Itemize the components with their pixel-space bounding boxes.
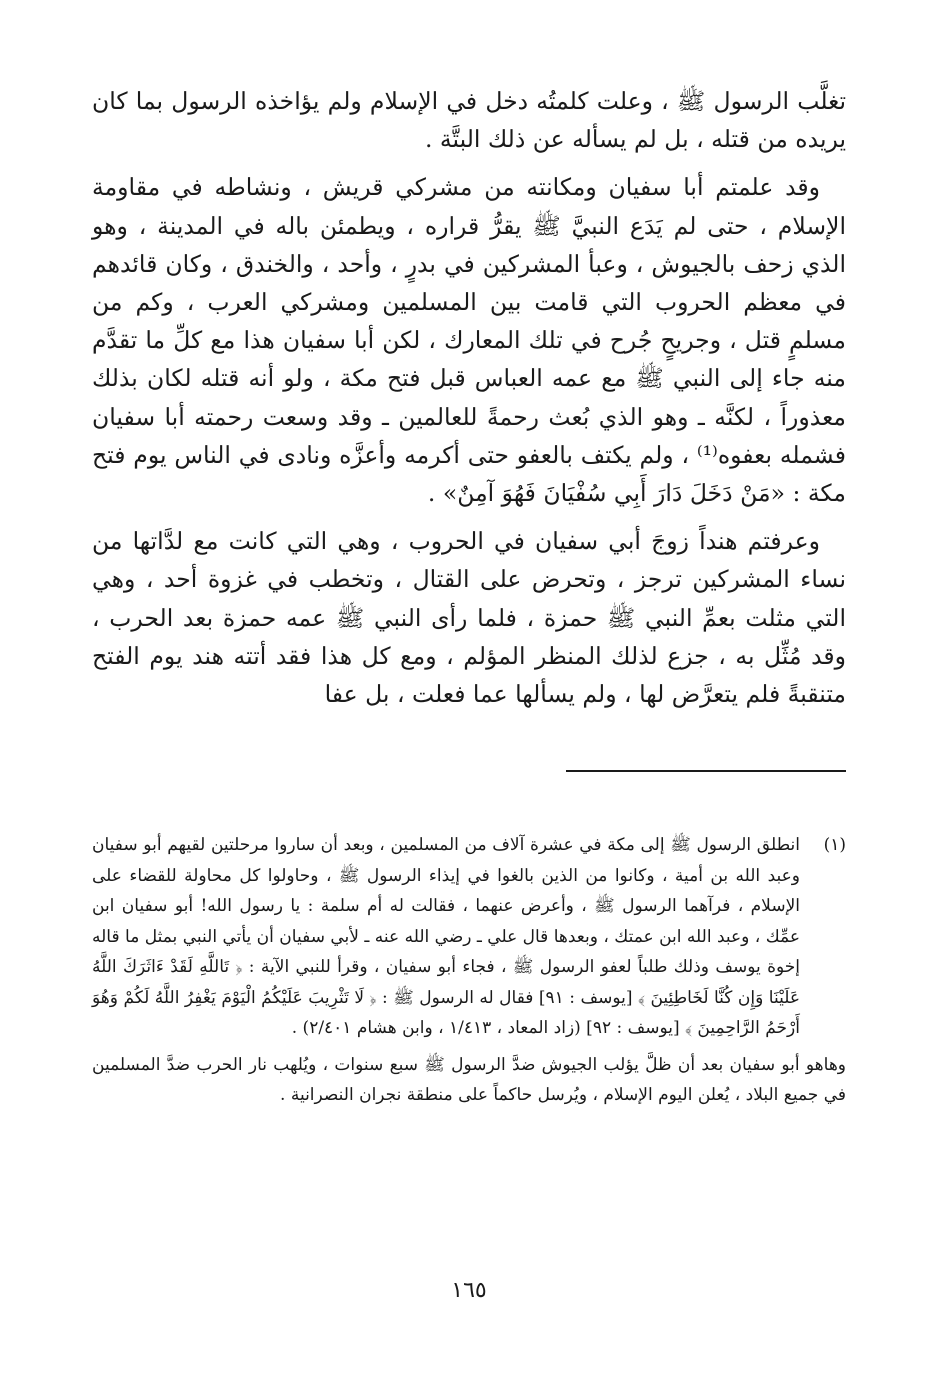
footnotes: [92, 830, 846, 1111]
paragraph-1: تغلَّب الرسول ﷺ ، وعلت كلمتُه دخل في الإسلام ولم يؤاخذه الرسول بما كان يريده من قتله ، بل لم يسأله عن ذلك البتَّة .: [92, 87, 846, 154]
page-number: ١٦٥: [451, 1278, 487, 1303]
footnote-continuation: وهاهو أبو سفيان بعد أن ظلَّ يؤلب الجيوش ضدَّ الرسول ﷺ سبع سنوات ، ويُلهب نار الحرب ضدَّ المسلمين في جميع البلاد ، يُعلن اليوم الإسلام ، ويُرسل حاكماً على منطقة نجران النصرانية .: [92, 1054, 846, 1105]
footnote-text: انطلق الرسول ﷺ إلى مكة في عشرة آلاف من المسلمين ، وبعد أن ساروا مرحلتين لقيهم أبو سفيان وعبد الله بن أمية ، وكانوا من الذين بالغوا في إيذاء الرسول ﷺ ، وحاولوا كل محاولة للقضاء على الإسلام ، فرآهما الرسول ﷺ ، وأعرض عنهما ، فقالت له أم سلمة : يا رسول الله! أبو سفيان ابن عمِّك ، وعبد الله ابن عمتك ، وبعدها قال علي ـ رضي الله عنه ـ لأبي سفيان أن يأتي النبي بمثل ما قاله إخوة يوسف وذلك طلباً لعفو الرسول ﷺ ، فجاء أبو سفيان ، وقرأ للنبي الآية : ﴿ تَاللَّهِ لَقَدْ ءَاثَرَكَ اللَّهُ عَلَيْنَا وَإِن كُنَّا لَخَاطِئِينَ ﴾ [يوسف : ٩١] فقال له الرسول ﷺ : ﴿ لَا تَثْرِيبَ عَلَيْكُمُ الْيَوْمَ يَغْفِرُ اللَّهُ لَكُمْ وَهُوَ أَرْحَمُ الرَّاحِمِينَ ﴾ [يوسف : ٩٢] (زاد المعاد ، ١/٤١٣ ، وابن هشام ٢/٤٠١) .: [92, 835, 800, 1038]
paragraph-3: وعرفتم هنداً زوجَ أبي سفيان في الحروب ، وهي التي كانت مع لدَّاتها من نساء المشركين ترجز ، وتحرض على القتال ، وتخطب في غزوة أحد ، وهي التي مثلت بعمِّ النبي ﷺ حمزة ، فلما رأى النبي ﷺ عمه حمزة بعد الحرب ، وقد مُثِّل به ، جزع لذلك المنظر المؤلم ، ومع كل هذا فقد أتته هند يوم الفتح متنقبةً فلم يتعرَّض لها ، ولم يسألها عما فعلت ، بل عفا: [92, 527, 846, 709]
footnote-divider: [566, 770, 846, 772]
footnote-1: [92, 830, 846, 1044]
footnote-marker: (١): [823, 835, 846, 855]
paragraph-2: وقد علمتم أبا سفيان ومكانته من مشركي قريش ، ونشاطه في مقاومة الإسلام ، حتى لم يَدَع النبيَّ ﷺ يقرُّ قراره ، ويطمئن باله في المدينة ، وهو الذي زحف بالجيوش ، وعبأ المشركين في بدرٍ ، وأحد ، والخندق ، وكان قائدهم في معظم الحروب التي قامت بين المسلمين ومشركي العرب ، وكم من مسلمٍ قتل ، وجريحٍ جُرح في تلك المعارك ، لكن أبا سفيان هذا مع كلِّ ما تقدَّم منه جاء إلى النبي ﷺ مع عمه العباس قبل فتح مكة ، ولو أنه قتله لكان بذلك معذوراً ، لكنَّه ـ وهو الذي بُعث رحمةً للعالمين ـ وقد وسعت رحمته أبا سفيان فشمله بعفوه⁽¹⁾ ، ولم يكتف بالعفو حتى أكرمه وأعزَّه ونادى في الناس يوم فتح مكة : «مَنْ دَخَلَ دَارَ أَبِي سُفْيَانَ فَهُوَ آمِنٌ» .: [92, 173, 847, 508]
main-text: [92, 82, 846, 723]
